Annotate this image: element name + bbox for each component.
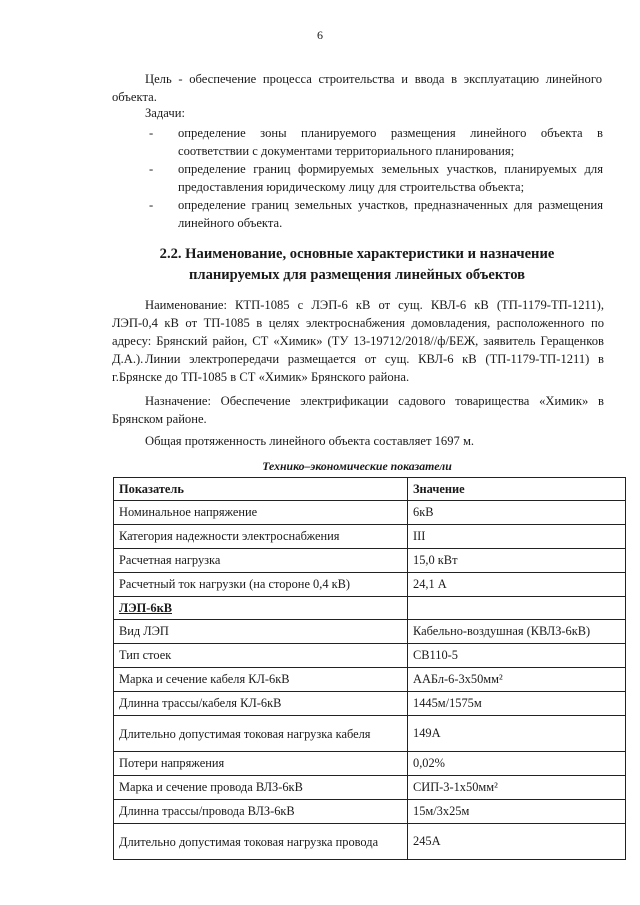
- value-cell: [408, 597, 626, 620]
- table-row: [114, 800, 626, 824]
- value-cell: СИП-3-1х50мм²: [408, 776, 626, 800]
- page-number: 6: [317, 28, 323, 42]
- section-heading: [112, 244, 602, 286]
- subheader-cell: ЛЭП-6кВ: [114, 597, 408, 620]
- indicator-cell: Расчетный ток нагрузки (на стороне 0,4 кВ): [114, 573, 408, 597]
- indicator-cell: Длинна трассы/кабеля КЛ-6кВ: [114, 692, 408, 716]
- table-row: [114, 752, 626, 776]
- length-paragraph: Общая протяженность линейного объекта составляет 1697 м.: [145, 434, 475, 448]
- section-heading-line1: 2.2. Наименование, основные характеристики и назначение: [159, 246, 555, 262]
- task-text: определение границ земельных участков, предназначенных для размещения линейного объекта.: [178, 198, 603, 230]
- table-header-row: [114, 478, 626, 501]
- value-cell: 15,0 кВт: [408, 549, 626, 573]
- value-cell: 15м/3х25м: [408, 800, 626, 824]
- indicator-cell: Длительно допустимая токовая нагрузка провода: [114, 824, 408, 860]
- value-cell: III: [408, 525, 626, 549]
- value-cell: ААБл-6-3х50мм²: [408, 668, 626, 692]
- table-subheader-row: [114, 597, 626, 620]
- purpose-paragraph: Назначение: Обеспечение электрификации садового товарищества «Химик» в Брянском районе.: [112, 394, 604, 426]
- indicator-cell: Марка и сечение провода ВЛЗ-6кВ: [114, 776, 408, 800]
- name-paragraph: Наименование: КТП-1085 с ЛЭП-6 кВ от сущ. КВЛ-6 кВ (ТП-1179-ТП-1211), ЛЭП-0,4 кВ от ТП-1085 в целях электроснабжения домовладения, расположенного по адресу: Брянский район, СТ «Химик» (ТУ 13-19712/2018//ф/БЕЖ, заявитель Геращенков Д.А.).: [112, 298, 604, 366]
- table-row: [114, 573, 626, 597]
- list-dash: -: [149, 162, 154, 176]
- table-row: [114, 692, 626, 716]
- tasks-heading: Задачи:: [145, 106, 185, 120]
- indicators-table: [113, 477, 626, 860]
- indicator-cell: Категория надежности электроснабжения: [114, 525, 408, 549]
- table-row: [114, 549, 626, 573]
- task-item: [145, 124, 603, 160]
- header-indicator: Показатель: [114, 478, 408, 501]
- list-dash: -: [149, 126, 154, 140]
- value-cell: 149А: [408, 716, 626, 752]
- value-cell: 6кВ: [408, 501, 626, 525]
- indicator-cell: Длительно допустимая токовая нагрузка кабеля: [114, 716, 408, 752]
- list-dash: -: [149, 198, 154, 212]
- table-row: [114, 668, 626, 692]
- section-heading-line2: планируемых для размещения линейных объектов: [188, 267, 526, 283]
- value-cell: 1445м/1575м: [408, 692, 626, 716]
- task-item: [145, 160, 603, 196]
- indicator-cell: Расчетная нагрузка: [114, 549, 408, 573]
- table-row: [114, 716, 626, 752]
- task-item: [145, 196, 603, 232]
- goal-paragraph: Цель - обеспечение процесса строительства и ввода в эксплуатацию линейного объекта.: [112, 72, 602, 104]
- value-cell: 245А: [408, 824, 626, 860]
- table-row: [114, 525, 626, 549]
- indicator-cell: Тип стоек: [114, 644, 408, 668]
- indicator-cell: Вид ЛЭП: [114, 620, 408, 644]
- value-cell: 24,1 А: [408, 573, 626, 597]
- indicator-cell: Потери напряжения: [114, 752, 408, 776]
- table-row: [114, 776, 626, 800]
- indicator-cell: Длинна трассы/провода ВЛЗ-6кВ: [114, 800, 408, 824]
- header-value: Значение: [408, 478, 626, 501]
- indicator-cell: Номинальное напряжение: [114, 501, 408, 525]
- task-text: определение зоны планируемого размещения линейного объекта в соответствии с документами территориального планирования;: [178, 126, 603, 158]
- value-cell: Кабельно-воздушная (КВЛЗ-6кВ): [408, 620, 626, 644]
- task-text: определение границ формируемых земельных участков, планируемых для предоставления юридическому лицу для строительства объекта;: [178, 162, 603, 194]
- table-row: [114, 644, 626, 668]
- indicator-cell: Марка и сечение кабеля КЛ-6кВ: [114, 668, 408, 692]
- value-cell: 0,02%: [408, 752, 626, 776]
- route-paragraph: Линии электропередачи размещается от сущ. КВЛ-6 кВ (ТП-1179-ТП-1211) в г.Брянске до ТП-1085 в СТ «Химик» Брянского района.: [112, 352, 604, 384]
- table-caption: Технико–экономические показатели: [262, 459, 452, 473]
- value-cell: СВ110-5: [408, 644, 626, 668]
- table-row: [114, 501, 626, 525]
- table-row: [114, 620, 626, 644]
- table-row: [114, 824, 626, 860]
